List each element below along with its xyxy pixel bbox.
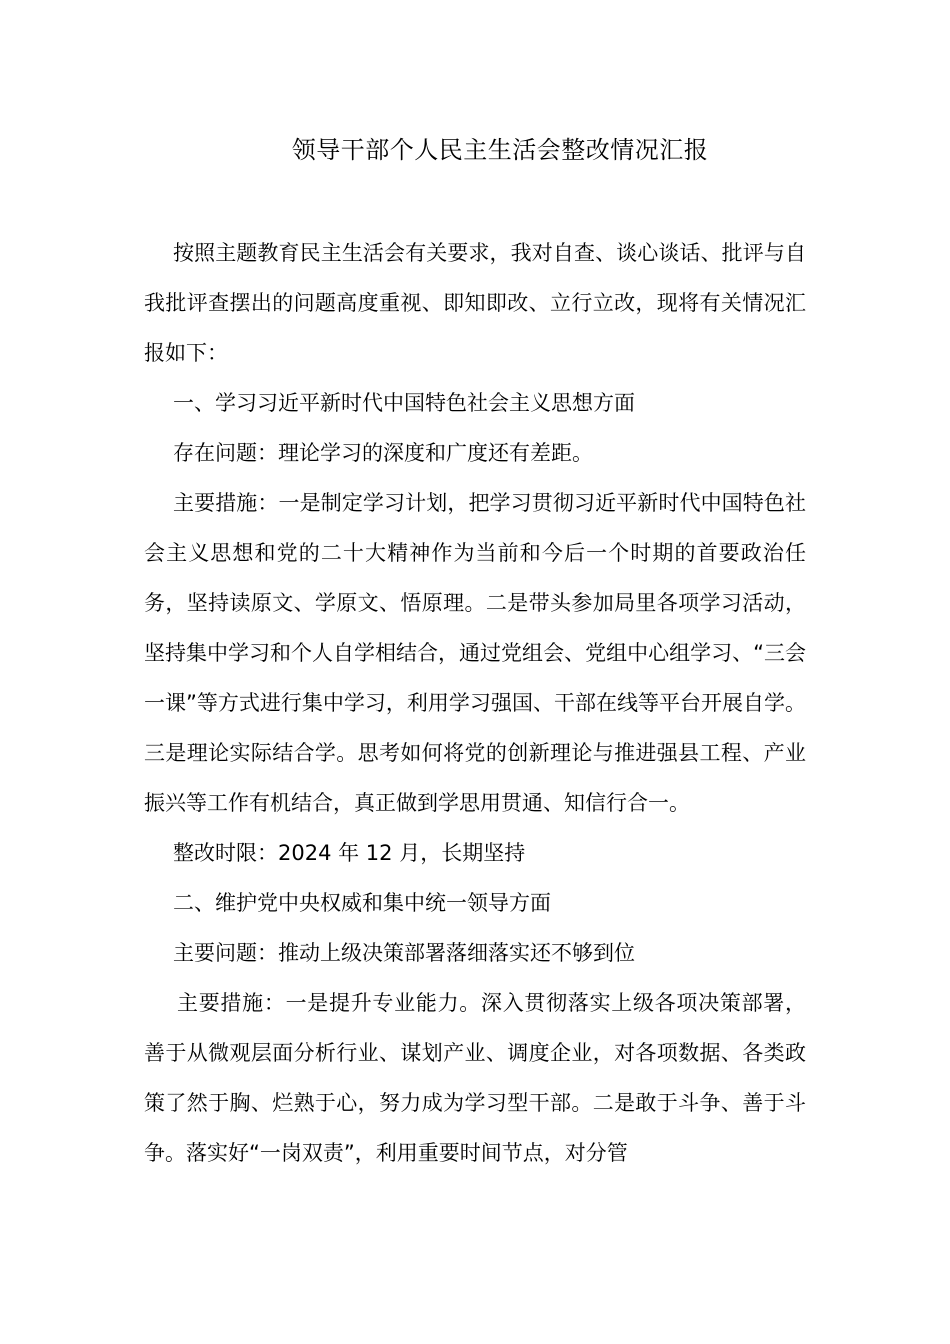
document-title: 领导干部个人民主生活会整改情况汇报 xyxy=(291,136,709,164)
intro-paragraph: 按照主题教育民主生活会有关要求，我对自查、谈心谈话、批评与自我批评查摆出的问题高度重视、即知即改、立行立改，现将有关情况汇报如下： xyxy=(144,241,806,365)
section-2-heading: 二、维护党中央权威和集中统一领导方面 xyxy=(173,891,551,915)
section-1-problem: 存在问题：理论学习的深度和广度还有差距。 xyxy=(173,441,593,465)
section-2-problem: 主要问题：推动上级决策部署落细落实还不够到位 xyxy=(173,941,635,965)
section-1-deadline: 整改时限：2024 年 12 月，长期坚持 xyxy=(173,841,526,865)
section-2-measures: 主要措施：一是提升专业能力。深入贯彻落实上级各项决策部署，善于从微观层面分析行业、谋划产业、调度企业，对各项数据、各类政策了然于胸、烂熟于心，努力成为学习型干部。二是敢于斗争、善于斗争。落实好“一岗双责”，利用重要时间节点，对分管 xyxy=(144,991,806,1165)
section-1-measures: 主要措施：一是制定学习计划，把学习贯彻习近平新时代中国特色社会主义思想和党的二十大精神作为当前和今后一个时期的首要政治任务，坚持读原文、学原文、悟原理。二是带头参加局里各项学习活动，坚持集中学习和个人自学相结合，通过党组会、党组中心组学习、“三会一课”等方式进行集中学习，利用学习强国、干部在线等平台开展自学。三是理论实际结合学。思考如何将党的创新理论与推进强县工程、产业振兴等工作有机结合，真正做到学思用贯通、知信行合一。 xyxy=(144,491,806,815)
document-body xyxy=(144,228,806,1178)
section-1-heading: 一、学习习近平新时代中国特色社会主义思想方面 xyxy=(173,391,635,415)
